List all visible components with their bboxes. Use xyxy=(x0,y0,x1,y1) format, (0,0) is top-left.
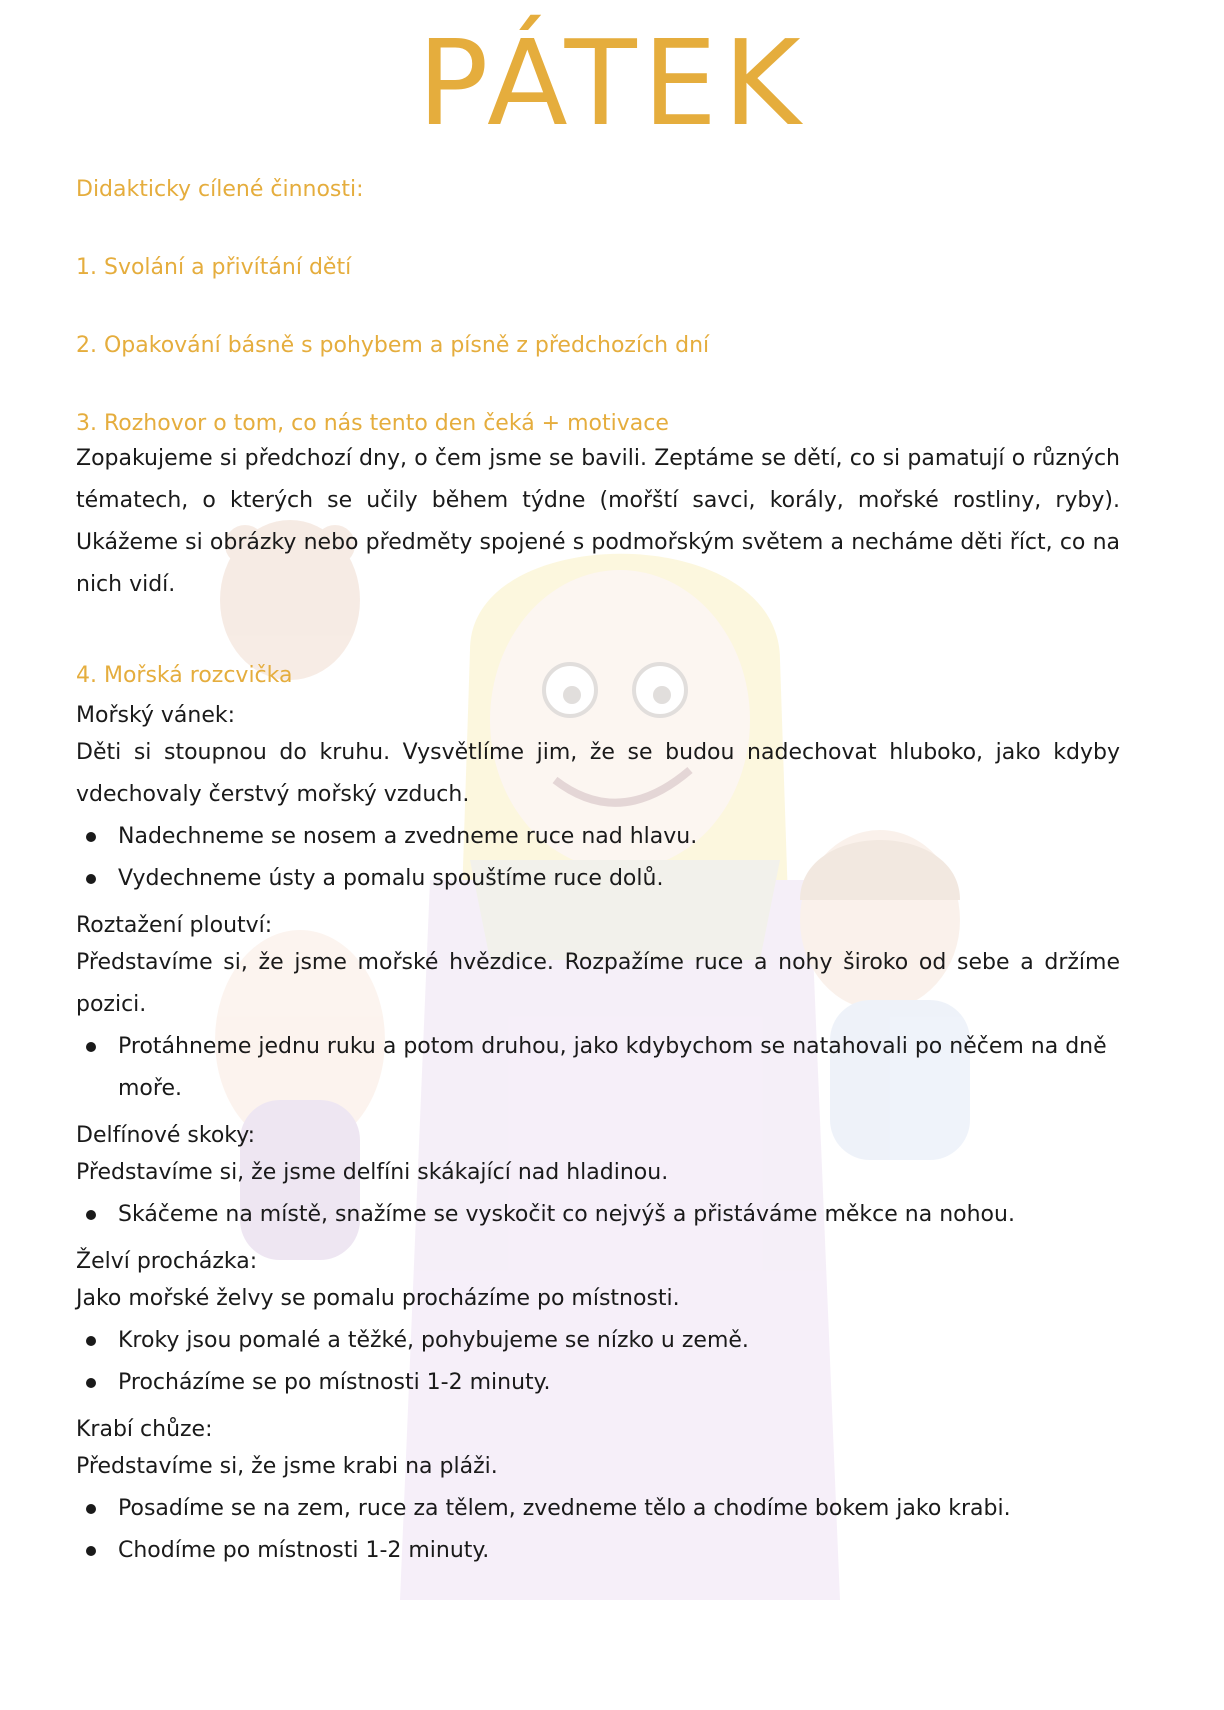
page-title: PÁTEK xyxy=(417,14,807,152)
bullet-icon xyxy=(86,1210,96,1220)
item-2-heading: 2. Opakování básně s pohybem a písně z předchozích dní xyxy=(76,333,710,358)
bullet-icon xyxy=(86,1504,96,1514)
item-1-heading: 1. Svolání a přivítání dětí xyxy=(76,255,352,280)
list-item: Kroky jsou pomalé a těžké, pohybujeme se nízko u země. xyxy=(76,1320,1120,1362)
list-item: Vydechneme ústy a pomalu spouštíme ruce dolů. xyxy=(76,858,1120,900)
bullet-icon xyxy=(86,1378,96,1388)
bullet-icon xyxy=(86,832,96,842)
bullet-icon xyxy=(86,1336,96,1346)
exercise-text-vanek: Děti si stoupnou do kruhu. Vysvětlíme jim, že se budou nadechovat hluboko, jako kdyby vdechovaly čerstvý mořský vzduch. xyxy=(76,740,1120,807)
exercise-title-ploutve: Roztažení ploutví: xyxy=(76,913,273,938)
bullet-icon xyxy=(86,1042,96,1052)
exercise-text-delfin: Představíme si, že jsme delfíni skákající nad hladinou. xyxy=(76,1160,669,1185)
list-item: Chodíme po místnosti 1-2 minuty. xyxy=(76,1530,1120,1572)
section-heading-intro: Didakticky cílené činnosti: xyxy=(76,177,364,202)
bullet-icon xyxy=(86,1546,96,1556)
item-4-heading: 4. Mořská rozcvička xyxy=(76,663,293,688)
exercise-text-krab: Představíme si, že jsme krabi na pláži. xyxy=(76,1454,498,1479)
list-item: Nadechneme se nosem a zvedneme ruce nad hlavu. xyxy=(76,816,1120,858)
list-item: Protáhneme jednu ruku a potom druhou, jako kdybychom se natahovali po něčem na dně moře. xyxy=(76,1026,1120,1110)
bullet-icon xyxy=(86,874,96,884)
list-item: Procházíme se po místnosti 1-2 minuty. xyxy=(76,1362,1120,1404)
item-3-heading: 3. Rozhovor o tom, co nás tento den čeká + motivace xyxy=(76,411,669,436)
exercise-title-vanek: Mořský vánek: xyxy=(76,703,236,728)
list-item: Posadíme se na zem, ruce za tělem, zvedneme tělo a chodíme bokem jako krabi. xyxy=(76,1488,1120,1530)
list-item: Skáčeme na místě, snažíme se vyskočit co nejvýš a přistáváme měkce na nohou. xyxy=(76,1194,1120,1236)
exercise-title-delfin: Delfínové skoky: xyxy=(76,1123,256,1148)
exercise-text-zelva: Jako mořské želvy se pomalu procházíme po místnosti. xyxy=(76,1286,680,1311)
item-3-paragraph: Zopakujeme si předchozí dny, o čem jsme se bavili. Zeptáme se dětí, co si pamatují o různých tématech, o kterých se učily během týdne (mořští savci, korály, mořské rostliny, ryby). Ukážeme si obrázky nebo předměty spojené s podmořským světem a necháme děti říct, co na nich vidí. xyxy=(76,446,1120,597)
exercise-title-krab: Krabí chůze: xyxy=(76,1417,213,1442)
exercise-text-ploutve: Představíme si, že jsme mořské hvězdice. Rozpažíme ruce a nohy široko od sebe a držíme pozici. xyxy=(76,950,1120,1017)
exercise-title-zelva: Želví procházka: xyxy=(76,1249,258,1274)
